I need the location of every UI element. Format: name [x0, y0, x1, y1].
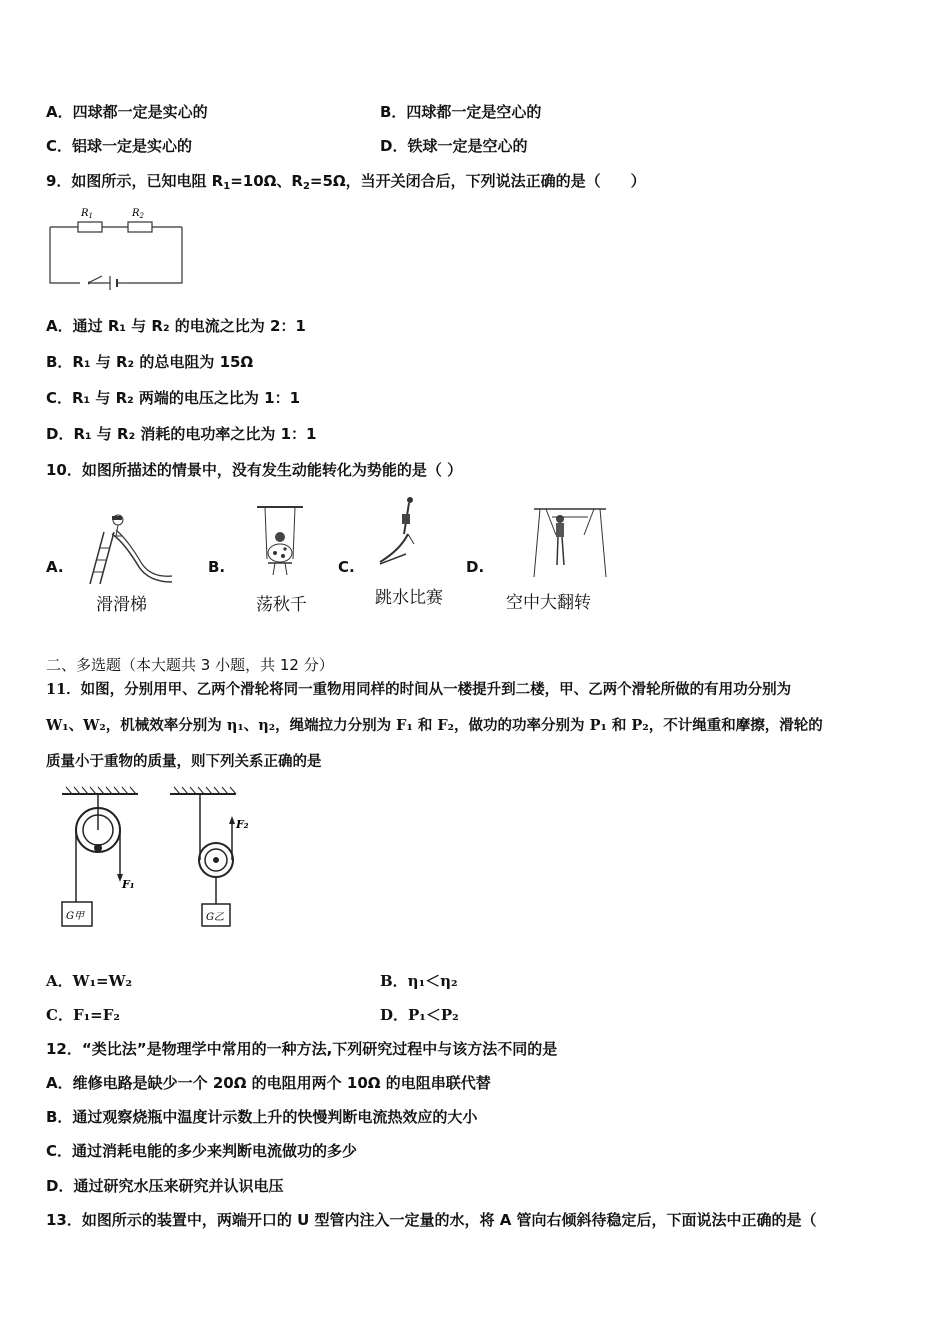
q12-option-c: C．通过消耗电能的多少来判断电流做功的多少 [46, 1142, 358, 1160]
q13-stem: 13．如图所示的装置中，两端开口的 U 型管内注入一定量的水，将 A 管向右倾斜待稳定后，下面说法中正确的是（ [46, 1211, 817, 1229]
q8-option-a: A．四球都一定是实心的 [46, 103, 208, 121]
q11-stem-line2: W₁、W₂，机械效率分别为 η₁、η₂，绳端拉力分别为 F₁ 和 F₂，做功的功率分别为 P₁ 和 P₂，不计绳重和摩擦，滑轮的 [46, 717, 823, 734]
q9-option-c: C．R₁ 与 R₂ 两端的电压之比为 1：1 [46, 389, 301, 407]
q12-stem: 12．“类比法”是物理学中常用的一种方法,下列研究过程中与该方法不同的是 [46, 1040, 558, 1058]
q12-option-d: D．通过研究水压来研究并认识电压 [46, 1177, 284, 1195]
g2-label: G乙 [206, 912, 224, 923]
q10-stem: 10．如图所描述的情景中，没有发生动能转化为势能的是（ ） [46, 461, 463, 479]
q9-option-d: D．R₁ 与 R₂ 消耗的电功率之比为 1：1 [46, 425, 317, 443]
section-2-heading: 二、多选题（本大题共 3 小题，共 12 分） [46, 656, 334, 674]
caption-swing: 荡秋千 [256, 595, 307, 615]
r1-label: $R_1$ [81, 208, 93, 220]
slide-picture [84, 512, 176, 586]
diving-picture [378, 494, 428, 574]
switch-icon [88, 276, 102, 283]
q10-label-c: C. [338, 558, 355, 576]
q8-option-c: C．铝球一定是实心的 [46, 137, 193, 155]
gymnastics-picture [530, 505, 610, 581]
q9-option-a: A．通过 R₁ 与 R₂ 的电流之比为 2：1 [46, 317, 306, 335]
q11-option-a: A．W₁=W₂ [46, 972, 133, 990]
q11-stem-line3: 质量小于重物的质量，则下列关系正确的是 [46, 753, 322, 770]
q8-option-d: D．铁球一定是空心的 [380, 137, 528, 155]
q10-label-b: B. [208, 558, 226, 576]
q11-pulley-diagram [58, 784, 258, 934]
q11-option-c: C．F₁=F₂ [46, 1006, 120, 1024]
q10-label-d: D. [466, 558, 485, 576]
swing-picture [255, 503, 305, 581]
q8-option-b: B．四球都一定是空心的 [380, 103, 542, 121]
q11-stem-line1: 11．如图，分别用甲、乙两个滑轮将同一重物用同样的时间从一楼提升到二楼，甲、乙两个滑轮所做的有用功分别为 [46, 681, 792, 698]
q11-option-b: B．η₁＜η₂ [380, 972, 458, 990]
resistor-r1 [78, 222, 102, 232]
f2-label: F₂ [236, 818, 249, 831]
caption-gymnastics: 空中大翻转 [506, 593, 591, 613]
r2-label: $R_2$ [132, 208, 144, 220]
resistor-r2 [128, 222, 152, 232]
q10-label-a: A. [46, 558, 64, 576]
q11-option-d: D．P₁＜P₂ [380, 1006, 459, 1024]
q12-option-b: B．通过观察烧瓶中温度计示数上升的快慢判断电流热效应的大小 [46, 1108, 478, 1126]
caption-diving: 跳水比赛 [375, 588, 443, 608]
g1-label: G甲 [66, 911, 84, 922]
q9-stem: 9．如图所示，已知电阻 $R_1=10\Omega$、$R_2=5\Omega$，当开关闭合后，下列说法正确的是（ ） [46, 172, 646, 192]
f1-label: F₁ [122, 878, 135, 891]
caption-slide: 滑滑梯 [96, 595, 147, 615]
q12-option-a: A．维修电路是缺少一个 20Ω 的电阻用两个 10Ω 的电阻串联代替 [46, 1074, 491, 1092]
q9-circuit-diagram [44, 200, 189, 292]
q9-option-b: B．R₁ 与 R₂ 的总电阻为 15Ω [46, 353, 254, 371]
